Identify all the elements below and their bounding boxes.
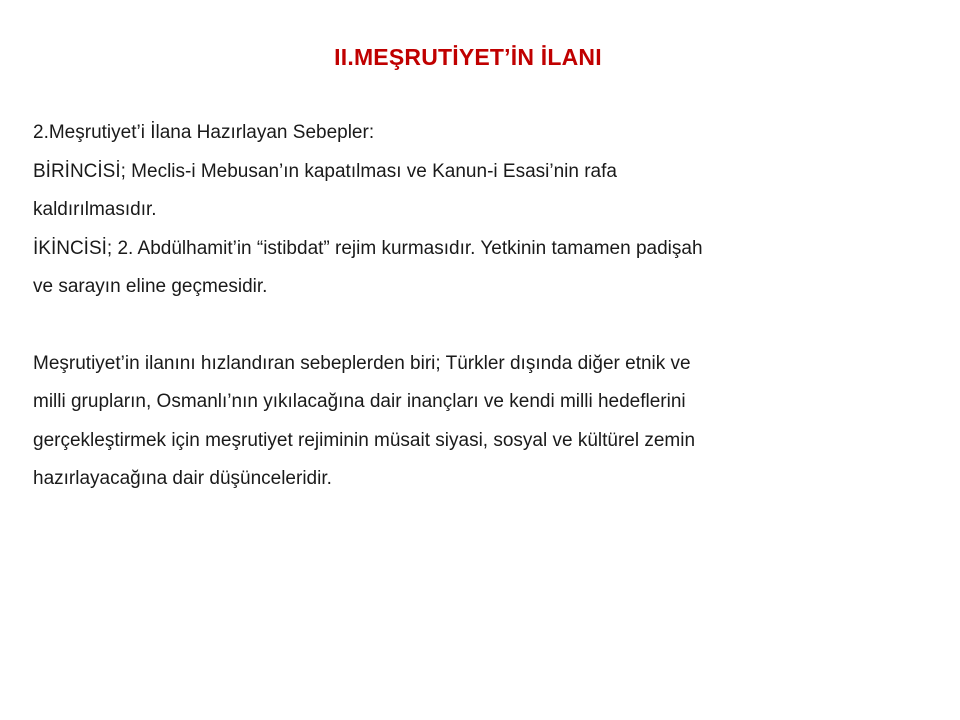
paragraph-line-2: milli grupların, Osmanlı’nın yıkılacağına dair inançları ve kendi milli hedeflerini [33,391,686,412]
paragraph-line-3: gerçekleştirmek için meşrutiyet rejiminin müsait siyasi, sosyal ve kültürel zemin [33,429,696,451]
first-reason-line-1: BİRİNCİSİ; Meclis-i Mebusan’ın kapatılması ve Kanun-i Esasi’nin rafa [33,160,617,182]
slide-title: II.MEŞRUTİYET’İN İLANI [334,44,602,70]
first-reason-line-2: kaldırılmasıdır. [33,199,157,220]
paragraph-spacer [33,307,933,345]
second-reason-line-2: ve sarayın eline geçmesidir. [33,276,268,297]
paragraph-line-4: hazırlayacağına dair düşünceleridir. [33,468,332,489]
subheading: 2.Meşrutiyet’i İlana Hazırlayan Sebepler: [33,122,375,143]
slide-body [33,114,933,499]
second-reason-line-1: İKİNCİSİ; 2. Abdülhamit’in “istibdat” rejim kurmasıdır. Yetkinin tamamen padişah [33,237,703,259]
paragraph-line-1: Meşrutiyet’in ilanını hızlandıran sebeplerden biri; Türkler dışında diğer etnik ve [33,352,691,374]
